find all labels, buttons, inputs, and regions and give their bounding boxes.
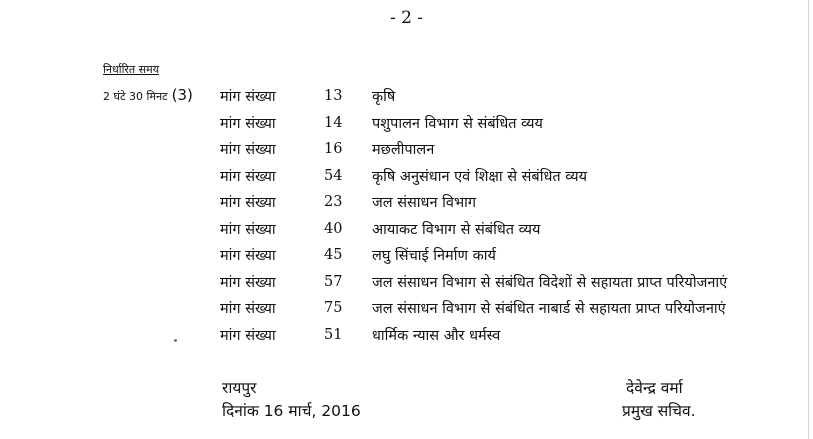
demand-label: मांग संख्या xyxy=(220,115,276,132)
table-row xyxy=(220,322,727,349)
demand-number: 16 xyxy=(324,141,343,158)
table-row xyxy=(220,269,727,296)
demand-number: 75 xyxy=(324,300,343,317)
demand-number: 40 xyxy=(324,220,343,237)
demand-description: जल संसाधन विभाग से संबंधित नाबार्ड से सहायता प्राप्त परियोजनाएं xyxy=(372,301,726,318)
table-row xyxy=(220,163,727,190)
demand-number: 13 xyxy=(324,88,343,105)
scan-edge xyxy=(808,0,809,439)
demand-label: मांग संख्या xyxy=(220,195,276,212)
demand-number: 51 xyxy=(324,326,343,343)
demand-label: मांग संख्या xyxy=(220,142,276,159)
table-row xyxy=(220,242,727,269)
demand-description: धार्मिक न्यास और धर्मस्व xyxy=(372,327,501,344)
demand-description: कृषि xyxy=(372,89,396,106)
table-row xyxy=(220,83,727,110)
demand-label: मांग संख्या xyxy=(220,274,276,291)
session-number: (3) xyxy=(171,86,193,104)
table-row xyxy=(220,295,727,322)
demand-label: मांग संख्या xyxy=(220,327,276,344)
page-number: - 2 - xyxy=(389,8,424,28)
demand-description: मछलीपालन xyxy=(372,142,435,159)
signatory-title: प्रमुख सचिव. xyxy=(622,402,696,420)
demand-description: जल संसाधन विभाग से संबंधित विदेशों से सहायता प्राप्त परियोजनाएं xyxy=(372,274,728,291)
demand-label: मांग संख्या xyxy=(220,168,276,185)
time-allotted xyxy=(103,86,193,104)
table-row xyxy=(220,110,727,137)
demand-number: 57 xyxy=(324,273,343,290)
demand-number: 23 xyxy=(324,194,343,211)
scan-speck xyxy=(174,339,177,342)
demand-number: 45 xyxy=(324,247,343,264)
date: दिनांक 16 मार्च, 2016 xyxy=(222,402,361,420)
demand-label: मांग संख्या xyxy=(220,89,276,106)
demand-number: 14 xyxy=(324,114,343,131)
place: रायपुर xyxy=(222,379,257,397)
demand-description: कृषि अनुसंधान एवं शिक्षा से संबंधित व्यय xyxy=(372,168,588,185)
table-row xyxy=(220,189,727,216)
time-heading: निर्धारित समय xyxy=(103,63,160,76)
demand-description: पशुपालन विभाग से संबंधित व्यय xyxy=(372,115,543,132)
signatory-name: देवेन्द्र वर्मा xyxy=(626,379,683,397)
demand-description: जल संसाधन विभाग xyxy=(372,195,477,212)
demand-table xyxy=(220,83,727,348)
demand-description: आयाकट विभाग से संबंधित व्यय xyxy=(372,221,541,238)
table-row xyxy=(220,136,727,163)
table-row xyxy=(220,216,727,243)
time-value: 2 घंटे 30 मिनट xyxy=(103,90,168,103)
demand-label: मांग संख्या xyxy=(220,248,276,265)
demand-label: मांग संख्या xyxy=(220,221,276,238)
demand-description: लघु सिंचाई निर्माण कार्य xyxy=(372,248,496,265)
demand-number: 54 xyxy=(324,167,343,184)
demand-label: मांग संख्या xyxy=(220,301,276,318)
